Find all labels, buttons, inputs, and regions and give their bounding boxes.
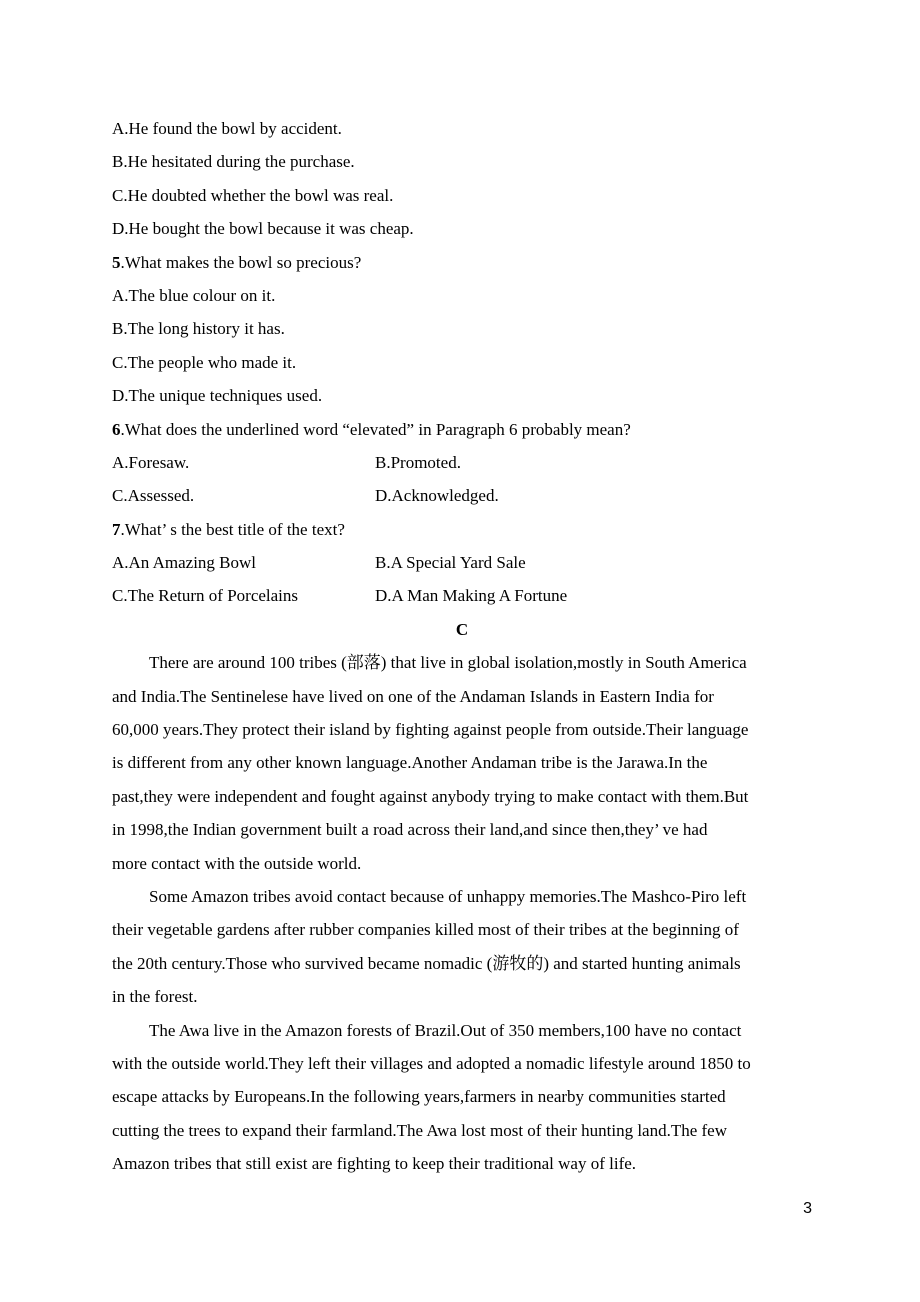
q6-options-row-1 <box>112 446 812 479</box>
q6-option-a: A.Foresaw. <box>112 452 190 472</box>
q7-question <box>112 513 812 546</box>
q5-option-d: D.The unique techniques used. <box>112 386 323 406</box>
q7-option-b: B.A Special Yard Sale <box>375 553 526 573</box>
paragraph-line: the 20th century.Those who survived became nomadic (游牧的) and started hunting animals <box>112 953 741 973</box>
paragraph-line: more contact with the outside world. <box>112 853 362 873</box>
q7-option-a: A.An Amazing Bowl <box>112 553 257 573</box>
paragraph-line: and India.The Sentinelese have lived on one of the Andaman Islands in Eastern India for <box>112 686 714 706</box>
q5-question <box>112 246 812 279</box>
paragraph-line: 60,000 years.They protect their island by fighting against people from outside.Their language <box>112 720 749 740</box>
q4-option-a: A.He found the bowl by accident. <box>112 119 342 138</box>
paragraph-line: in the forest. <box>112 987 198 1007</box>
section-heading: C <box>455 619 469 639</box>
paragraph-line: past,they were independent and fought against anybody trying to make contact with them.But <box>112 786 749 806</box>
q7-options-row-1 <box>112 546 812 579</box>
q7-option-d: D.A Man Making A Fortune <box>375 586 568 606</box>
paragraph-line: There are around 100 tribes (部落) that live in global isolation,mostly in South America <box>149 653 747 673</box>
q7-text: .What’ s the best title of the text? <box>120 519 345 539</box>
paragraph-line: The Awa live in the Amazon forests of Brazil.Out of 350 members,100 have no contact <box>149 1020 742 1040</box>
q5-option-c: C.The people who made it. <box>112 352 297 372</box>
paragraph-line: cutting the trees to expand their farmland.The Awa lost most of their hunting land.The few <box>112 1120 727 1140</box>
q6-option-c: C.Assessed. <box>112 486 195 506</box>
paragraph-line: in 1998,the Indian government built a road across their land,and since then,they’ ve had <box>112 820 708 840</box>
page-content <box>112 112 812 1181</box>
q6-number: 6 <box>112 419 121 439</box>
paragraph-line: with the outside world.They left their villages and adopted a nomadic lifestyle around 1850 to <box>112 1053 751 1073</box>
q6-text: .What does the underlined word “elevated” in Paragraph 6 probably mean? <box>120 419 631 439</box>
q7-number: 7 <box>112 519 121 539</box>
paragraph-line: Some Amazon tribes avoid contact because of unhappy memories.The Mashco-Piro left <box>149 886 747 906</box>
q5-text: .What makes the bowl so precious? <box>120 252 362 272</box>
q5-number: 5 <box>112 252 121 272</box>
q6-question <box>112 413 812 446</box>
q5-option-b: B.The long history it has. <box>112 319 285 339</box>
paragraph-line: escape attacks by Europeans.In the following years,farmers in nearby communities started <box>112 1087 726 1107</box>
q4-option-b: B.He hesitated during the purchase. <box>112 152 355 172</box>
paragraph-line: Amazon tribes that still exist are fighting to keep their traditional way of life. <box>112 1154 637 1174</box>
q7-options-row-2 <box>112 579 812 612</box>
q7-option-c: C.The Return of Porcelains <box>112 586 299 606</box>
page-number: 3 <box>803 1200 812 1217</box>
q4-option-c: C.He doubted whether the bowl was real. <box>112 185 394 205</box>
q5-option-a: A.The blue colour on it. <box>112 285 276 305</box>
q4-option-d: D.He bought the bowl because it was cheap. <box>112 219 414 239</box>
q6-option-d: D.Acknowledged. <box>375 486 499 506</box>
q6-options-row-2 <box>112 479 812 512</box>
paragraph-line: their vegetable gardens after rubber companies killed most of their tribes at the beginning of <box>112 920 739 940</box>
paragraph-line: is different from any other known language.Another Andaman tribe is the Jarawa.In the <box>112 753 708 773</box>
q6-option-b: B.Promoted. <box>375 452 461 472</box>
